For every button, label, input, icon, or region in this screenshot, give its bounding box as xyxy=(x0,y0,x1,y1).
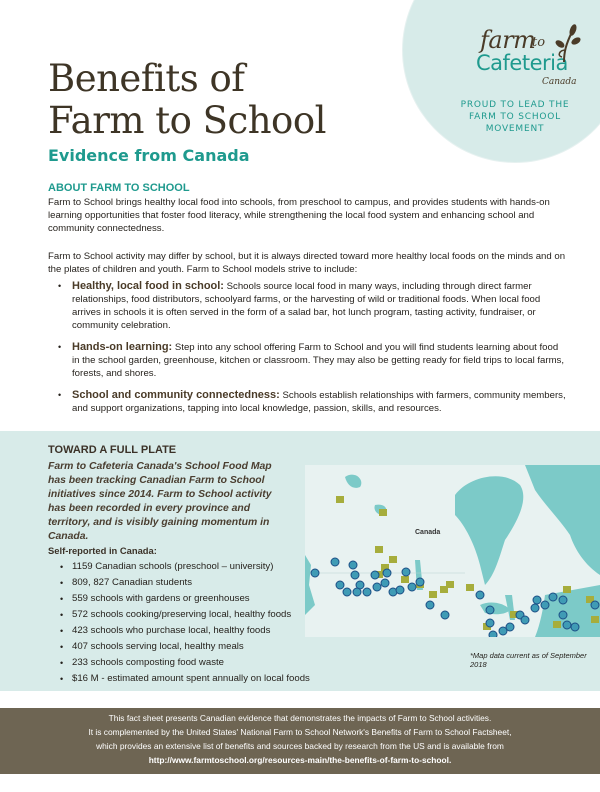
map-cluster-marker xyxy=(416,578,424,586)
bullet-lead: School and community connectedness: xyxy=(72,389,280,401)
map-cluster-marker xyxy=(402,568,410,576)
map-cluster-marker xyxy=(373,583,381,591)
logo-to-text: to xyxy=(532,35,546,50)
page-subtitle: Evidence from Canada xyxy=(48,146,250,165)
map-cluster-marker xyxy=(571,623,579,631)
map-cluster-marker xyxy=(541,601,549,609)
bullet-lead: Healthy, local food in school: xyxy=(72,280,224,292)
map-cluster-marker xyxy=(506,623,514,631)
footer-line: which provides an extensive list of benefits and sources backed by research from the US and is available from xyxy=(96,741,504,751)
stat-item: • 423 schools who purchase local, healthy foods xyxy=(48,623,318,639)
map-cluster-marker xyxy=(311,569,319,577)
footer-link[interactable]: http://www.farmtoschool.org/resources-main/the-benefits-of-farm-to-school. xyxy=(148,755,452,765)
stat-item: • 1159 Canadian schools (preschool – university) xyxy=(48,559,318,575)
map-cluster-marker xyxy=(381,579,389,587)
map-cluster-marker xyxy=(441,611,449,619)
map-cluster-marker xyxy=(489,631,497,637)
map-pin-icon xyxy=(429,591,437,598)
about-paragraph: Farm to School brings healthy local food into schools, from preschool to campus, and provides students with hands-on learning opportunities that foster food literacy, while strengthening the local food system and enhancing school and community connectedness. xyxy=(48,197,550,234)
map-graphic xyxy=(305,465,600,637)
map-pin-icon xyxy=(401,576,409,583)
map-cluster-marker xyxy=(353,588,361,596)
map-pin-icon xyxy=(375,546,383,553)
school-food-map xyxy=(305,465,600,637)
list-item xyxy=(48,389,568,415)
map-cluster-marker xyxy=(408,583,416,591)
list-item xyxy=(48,341,568,380)
map-cluster-marker xyxy=(426,601,434,609)
title-line: Benefits of xyxy=(48,57,245,100)
map-cluster-marker xyxy=(559,611,567,619)
tagline-line: MOVEMENT xyxy=(485,124,545,134)
about-paragraph: Farm to School activity may differ by school, but it is always directed toward more healthy local foods on the minds and on the plates of children and youth. Farm to School models strive to include: xyxy=(48,251,566,275)
map-note: *Map data current as of September 2018 xyxy=(470,651,587,669)
map-cluster-marker xyxy=(531,604,539,612)
stat-item: • 559 schools with gardens or greenhouses xyxy=(48,591,318,607)
bullet-lead: Hands-on learning: xyxy=(72,341,173,353)
map-cluster-marker xyxy=(591,601,599,609)
map-cluster-marker xyxy=(351,571,359,579)
bullet-text: Step into any school offering Farm to School and you will find students learning about food in the school garden, greenhouse, kitchen or classroom. They may also be getting ready for field trips to local farms, forests, and shores. xyxy=(72,342,565,379)
farm-to-cafeteria-logo xyxy=(476,24,586,104)
map-cluster-marker xyxy=(486,619,494,627)
map-cluster-marker xyxy=(396,586,404,594)
map-pin-icon xyxy=(553,621,561,628)
self-reported-heading: Self-reported in Canada: xyxy=(48,545,157,556)
logo-cafeteria-text: Cafeteria xyxy=(476,51,568,75)
map-cluster-marker xyxy=(349,561,357,569)
map-pin-icon xyxy=(591,616,599,623)
stat-item: • 233 schools composting food waste xyxy=(48,655,318,671)
map-pin-icon xyxy=(466,584,474,591)
footer xyxy=(0,708,600,774)
map-pin-icon xyxy=(336,496,344,503)
bullet-text: Schools source local food in many ways, including through direct farmer relationships, food distributors, schoolyard farms, or the harvesting of wild or traditional foods. When local food arrives in schools it is often served in the form of a salad bar, hot lunch program, tasting activity, fundraiser, or community celebration. xyxy=(72,281,541,331)
models-list xyxy=(48,280,568,424)
about-heading: ABOUT FARM TO SCHOOL xyxy=(48,182,190,194)
logo-canada-text: Canada xyxy=(542,77,577,87)
map-cluster-marker xyxy=(549,593,557,601)
title-line: Farm to School xyxy=(48,99,326,142)
map-cluster-marker xyxy=(533,596,541,604)
full-plate-heading: TOWARD A FULL PLATE xyxy=(48,444,177,456)
stat-item: • 572 schools cooking/preserving local, healthy foods xyxy=(48,607,318,623)
map-canada-label: Canada xyxy=(415,529,441,536)
map-cluster-marker xyxy=(336,581,344,589)
map-pin-icon xyxy=(446,581,454,588)
full-plate-intro: Farm to Cafeteria Canada's School Food Map has been tracking Canadian Farm to School initiatives since 2014. Farm to School activity has been recorded in every province and territory, and is visibly gaining momentum in Canada. xyxy=(48,461,272,542)
map-cluster-marker xyxy=(559,596,567,604)
map-cluster-marker xyxy=(371,571,379,579)
map-cluster-marker xyxy=(363,588,371,596)
map-cluster-marker xyxy=(331,558,339,566)
map-cluster-marker xyxy=(476,591,484,599)
stat-item: • 407 schools serving local, healthy meals xyxy=(48,639,318,655)
bullet-text: Schools establish relationships with farmers, community members, and support organizations, tapping into local knowledge, passion, skills, and resources. xyxy=(72,390,566,414)
tagline-line: PROUD TO LEAD THE xyxy=(460,100,570,110)
map-pin-icon xyxy=(379,509,387,516)
stat-item: • 809, 827 Canadian students xyxy=(48,575,318,591)
footer-line: This fact sheet presents Canadian evidence that demonstrates the impacts of Farm to School activities. xyxy=(108,713,492,723)
logo-tagline xyxy=(440,99,590,135)
page-title xyxy=(48,58,326,142)
list-item xyxy=(48,280,568,332)
map-pin-icon xyxy=(389,556,397,563)
map-cluster-marker xyxy=(486,606,494,614)
tagline-line: FARM TO SCHOOL xyxy=(469,112,561,122)
footer-line: It is complemented by the United States' National Farm to School Network's Benefits of Farm to School Factsheet, xyxy=(88,727,512,737)
stat-item: • $16 M - estimated amount spent annually on local foods xyxy=(48,671,318,687)
stats-list xyxy=(48,559,318,687)
map-cluster-marker xyxy=(563,621,571,629)
logo-farm-text: farm xyxy=(480,26,536,54)
map-cluster-marker xyxy=(521,616,529,624)
wheat-sprout-icon xyxy=(554,24,582,62)
footer-text xyxy=(20,711,580,767)
map-pin-icon xyxy=(563,586,571,593)
map-cluster-marker xyxy=(383,569,391,577)
map-cluster-marker xyxy=(343,588,351,596)
